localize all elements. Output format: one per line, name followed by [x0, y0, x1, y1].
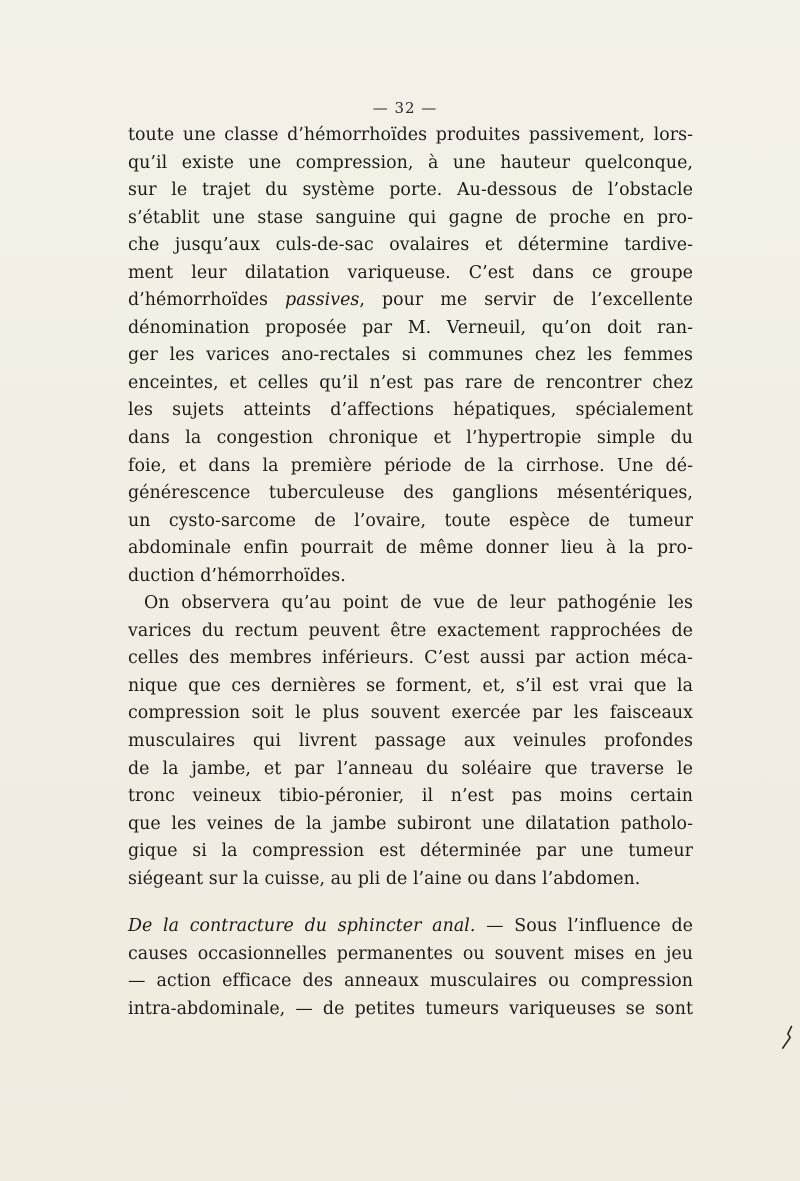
paragraph-gap	[128, 893, 693, 913]
text-line: siégeant sur la cuisse, au pli de l’aine ou dans l’abdomen.	[128, 868, 641, 889]
text-line: intra-abdominale, — de petites tumeurs variqueuses se sont	[128, 998, 693, 1019]
text-line: un cysto-sarcome de l’ovaire, toute espèce de tumeur	[128, 510, 693, 531]
text-line: abdominale enfin pourrait de même donner lieu à la pro-	[128, 538, 693, 559]
text-line: tronc veineux tibio-péronier, il n’est pas moins certain	[128, 786, 693, 807]
margin-ink-mark	[780, 1024, 795, 1052]
text-line: dans la congestion chronique et l’hypertropie simple du	[128, 428, 693, 449]
text-line	[128, 913, 693, 941]
text-fragment: d’hémorrhoïdes	[128, 290, 286, 311]
text-fragment: , pour me servir de l’excellente	[359, 290, 693, 311]
text-line: ger les varices ano-rectales si communes chez les femmes	[128, 345, 693, 366]
text-line: nique que ces dernières se forment, et, s’il est vrai que la	[128, 675, 693, 696]
text-line: varices du rectum peuvent être exactement rapprochées de	[128, 620, 693, 641]
text-line: dénomination proposée par M. Verneuil, qu’on doit ran-	[128, 317, 693, 338]
text-line: — action efficace des anneaux musculaires ou compression	[128, 971, 693, 992]
text-line	[128, 287, 693, 315]
text-line: générescence tuberculeuse des ganglions mésentériques,	[128, 483, 693, 504]
text-line: les sujets atteints d’affections hépatiques, spécialement	[128, 400, 693, 421]
text-line: s’établit une stase sanguine qui gagne de proche en pro-	[128, 207, 693, 228]
text-line: celles des membres inférieurs. C’est aussi par action méca-	[128, 648, 693, 669]
body-text	[128, 122, 693, 1024]
section-heading: De la contracture du sphincter anal.	[128, 916, 476, 937]
text-line: foie, et dans la première période de la cirrhose. Une dé-	[128, 455, 693, 476]
text-line: che jusqu’aux culs-de-sac ovalaires et détermine tardive-	[128, 235, 693, 256]
paragraph-2	[128, 590, 693, 893]
italic-term: passives	[285, 290, 360, 311]
text-line: compression soit le plus souvent exercée par les faisceaux	[128, 703, 693, 724]
text-line: On observera qu’au point de vue de leur pathogénie les	[144, 593, 693, 614]
text-line: que les veines de la jambe subiront une dilatation patholo-	[128, 813, 693, 834]
paragraph-3	[128, 913, 693, 1023]
text-line: duction d’hémorrhoïdes.	[128, 565, 346, 586]
text-fragment: — Sous l’influence de	[475, 916, 693, 937]
text-line: ment leur dilatation variqueuse. C’est dans ce groupe	[128, 262, 693, 283]
text-line: musculaires qui livrent passage aux veinules profondes	[128, 731, 693, 752]
text-line: causes occasionnelles permanentes ou souvent mises en jeu	[128, 943, 693, 964]
text-line: enceintes, et celles qu’il n’est pas rare de rencontrer chez	[128, 372, 693, 393]
text-line: qu’il existe une compression, à une hauteur quelconque,	[128, 152, 693, 173]
text-line: sur le trajet du système porte. Au-dessous de l’obstacle	[128, 180, 693, 201]
page-number: — 32 —	[372, 99, 438, 117]
text-line: toute une classe d’hémorrhoïdes produites passivement, lors-	[128, 125, 693, 145]
text-line: de la jambe, et par l’anneau du soléaire que traverse le	[128, 758, 693, 779]
text-line: gique si la compression est déterminée par une tumeur	[128, 841, 693, 862]
paragraph-1	[128, 122, 693, 590]
